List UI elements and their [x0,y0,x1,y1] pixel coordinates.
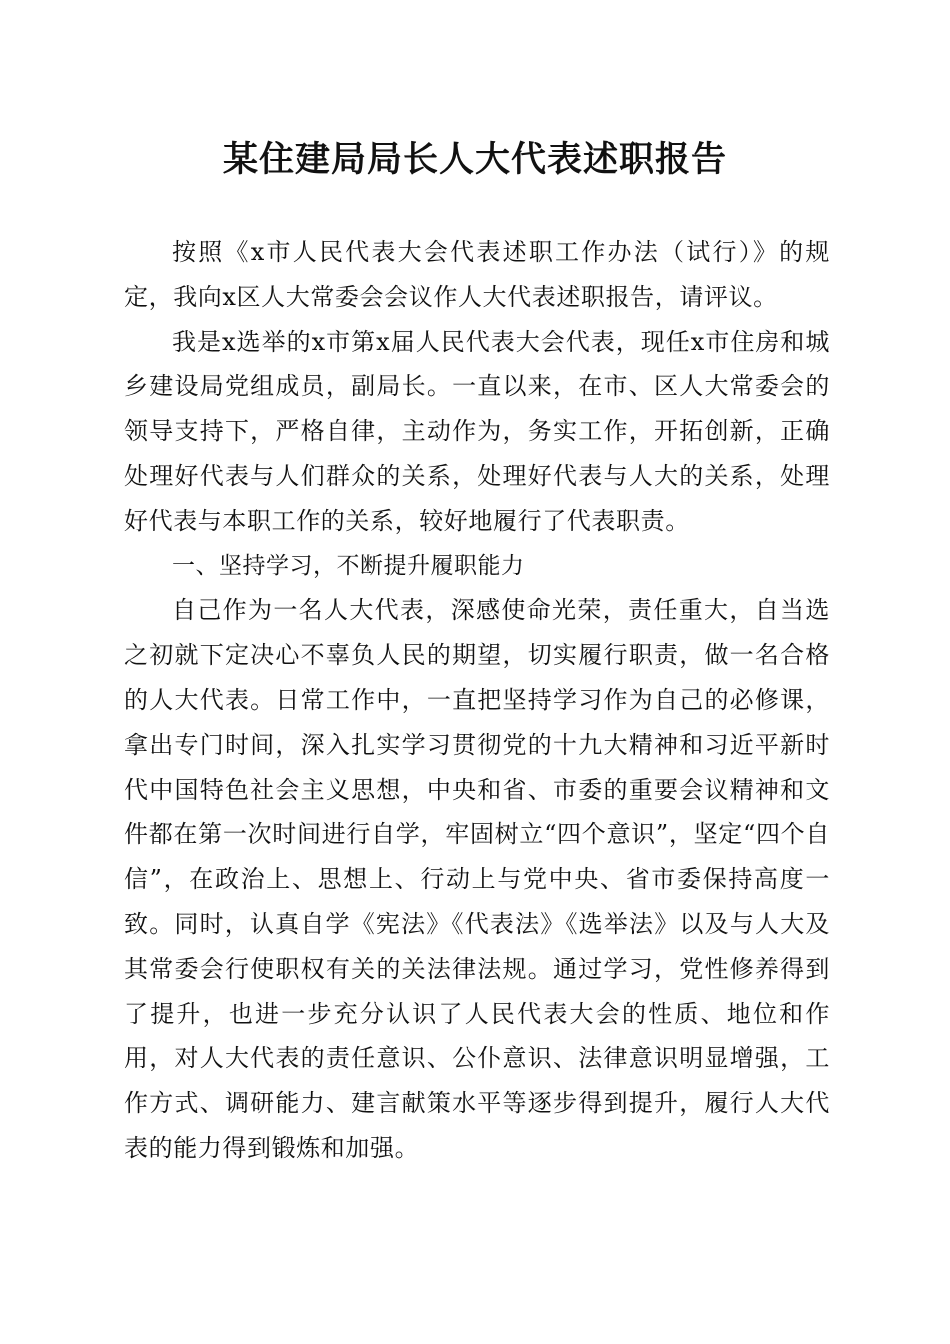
section-1-paragraph: 自己作为一名人大代表，深感使命光荣，责任重大，自当选之初就下定决心不辜负人民的期望，切实履行职责，做一名合格的人大代表。日常工作中，一直把坚持学习作为自己的必修课，拿出专门时间，深入扎实学习贯彻党的十九大精神和习近平新时代中国特色社会主义思想，中央和省、市委的重要会议精神和文件都在第一次时间进行自学，牢固树立“四个意识”，坚定“四个自信”，在政治上、思想上、行动上与党中央、省市委保持高度一致。同时，认真自学《宪法》《代表法》《选举法》以及与人大及其常委会行使职权有关的关法律法规。通过学习，党性修养得到了提升，也进一步充分认识了人民代表大会的性质、地位和作用，对人大代表的责任意识、公仆意识、法律意识明显增强，工作方式、调研能力、建言献策水平等逐步得到提升，履行人大代表的能力得到锻炼和加强。 [124,596,830,1162]
paragraph-self-introduction: 我是x选举的x市第x届人民代表大会代表，现任x市住房和城乡建设局党组成员，副局长。一直以来，在市、区人大常委会的领导支持下，严格自律，主动作为，务实工作，开拓创新，正确处理好代表与人们群众的关系，处理好代表与人大的关系，处理好代表与本职工作的关系，较好地履行了代表职责。 [124,327,830,535]
section-heading-1: 一、坚持学习，不断提升履职能力 [172,552,525,579]
document-body [124,230,830,1171]
document-title: 某住建局局长人大代表述职报告 [222,139,727,180]
paragraph-intro: 按照《x市人民代表大会代表述职工作办法（试行）》的规定，我向x区人大常委会会议作人大代表述职报告，请评议。 [124,238,830,311]
